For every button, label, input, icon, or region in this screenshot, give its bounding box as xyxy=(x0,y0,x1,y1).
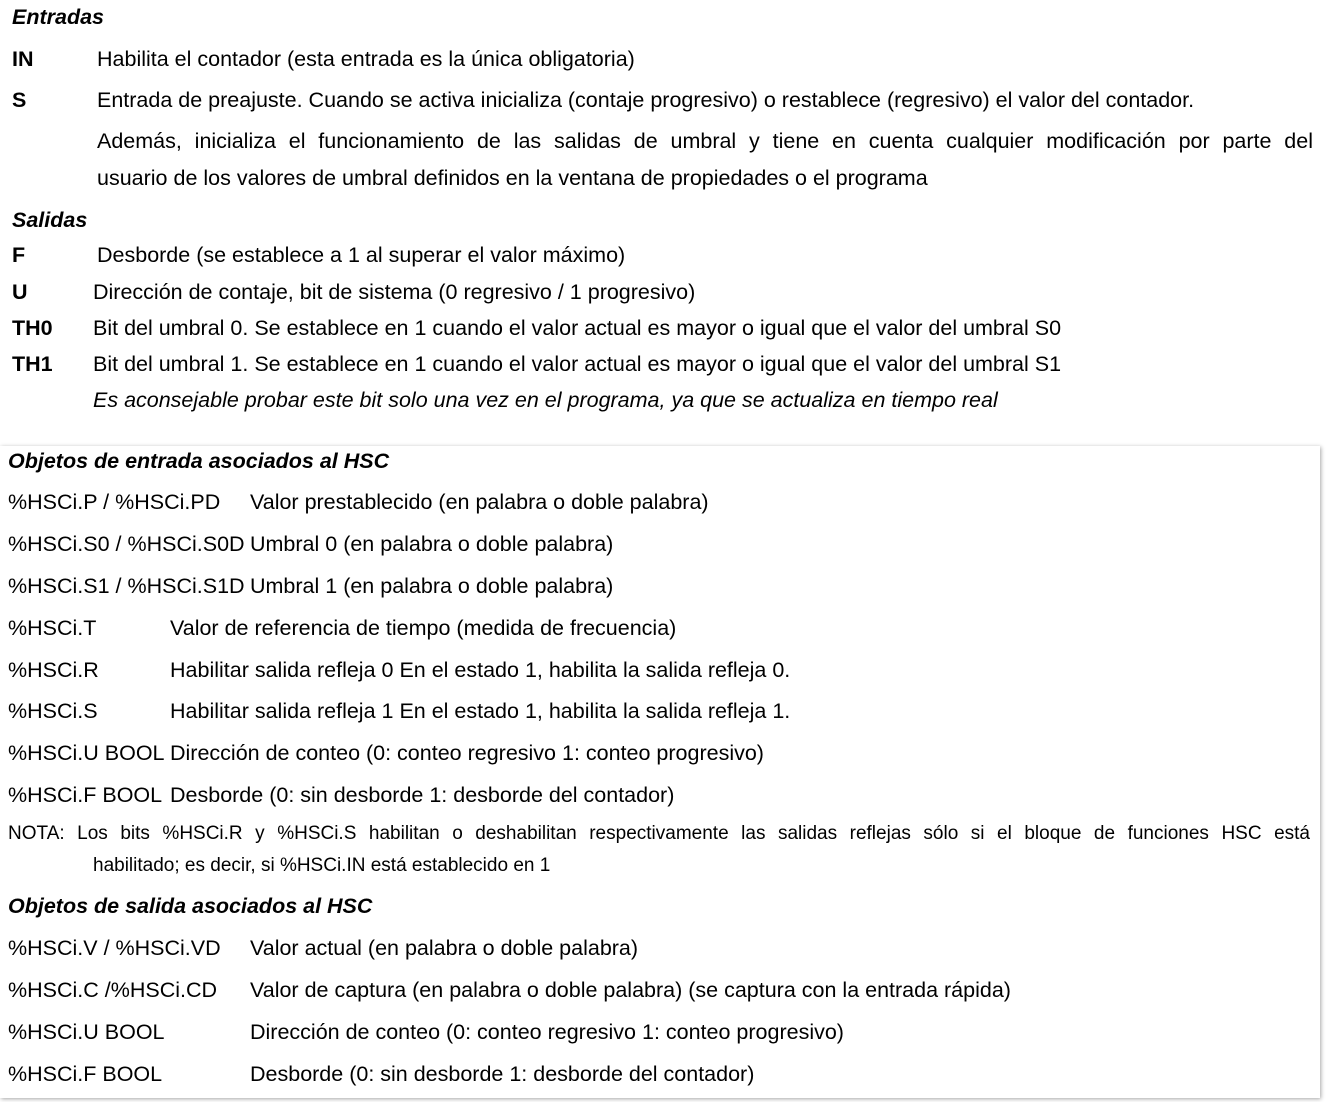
note-line2: habilitado; es decir, si %HSCi.IN está establecido en 1 xyxy=(93,855,551,876)
th1-note: Es aconsejable probar este bit solo una vez en el programa, ya que se actualiza en tiempo real xyxy=(93,388,998,412)
output-desc-th0: Bit del umbral 0. Se establece en 1 cuando el valor actual es mayor o igual que el valor del umbral S0 xyxy=(93,316,1062,340)
in-obj-code-u: %HSCi.U BOOL xyxy=(8,741,165,765)
out-obj-code-c: %HSCi.C /%HSCi.CD xyxy=(8,978,218,1002)
input-s-extra-line1: Además, inicializa el funcionamiento de las salidas de umbral y tiene en cuenta cualquier modificación por parte del xyxy=(97,129,1313,153)
in-obj-code-t: %HSCi.T xyxy=(8,616,97,640)
entradas-heading: Entradas xyxy=(12,5,105,29)
in-obj-desc-r: Habilitar salida refleja 0 En el estado 1, habilita la salida refleja 0. xyxy=(170,658,791,682)
output-desc-u: Dirección de contaje, bit de sistema (0 regresivo / 1 progresivo) xyxy=(93,280,696,304)
output-desc-f: Desborde (se establece a 1 al superar el valor máximo) xyxy=(97,243,626,267)
input-code-in: IN xyxy=(12,47,34,71)
output-code-th1: TH1 xyxy=(12,352,53,376)
note-line1: NOTA: Los bits %HSCi.R y %HSCi.S habilitan o deshabilitan respectivamente las salidas reflejas sólo si el bloque de funciones HSC está xyxy=(8,823,1310,844)
input-code-s: S xyxy=(12,88,27,112)
in-obj-code-s: %HSCi.S xyxy=(8,699,98,723)
salidas-heading: Salidas xyxy=(12,208,88,232)
in-obj-desc-f: Desborde (0: sin desborde 1: desborde del contador) xyxy=(170,783,675,807)
in-obj-desc-s: Habilitar salida refleja 1 En el estado 1, habilita la salida refleja 1. xyxy=(170,699,791,723)
out-obj-desc-u: Dirección de conteo (0: conteo regresivo 1: conteo progresivo) xyxy=(250,1020,844,1044)
hsc-objects-panel xyxy=(0,446,1320,1098)
output-code-u: U xyxy=(12,280,28,304)
in-obj-code-s0: %HSCi.S0 / %HSCi.S0D xyxy=(8,532,245,556)
out-obj-code-f: %HSCi.F BOOL xyxy=(8,1062,163,1086)
in-obj-desc-p: Valor prestablecido (en palabra o doble palabra) xyxy=(250,490,709,514)
in-obj-code-r: %HSCi.R xyxy=(8,658,99,682)
in-obj-desc-s1: Umbral 1 (en palabra o doble palabra) xyxy=(250,574,614,598)
out-obj-desc-f: Desborde (0: sin desborde 1: desborde del contador) xyxy=(250,1062,755,1086)
output-code-th0: TH0 xyxy=(12,316,53,340)
output-desc-th1: Bit del umbral 1. Se establece en 1 cuando el valor actual es mayor o igual que el valor del umbral S1 xyxy=(93,352,1062,376)
input-s-extra-line2: usuario de los valores de umbral definidos en la ventana de propiedades o el programa xyxy=(97,166,928,190)
out-obj-code-v: %HSCi.V / %HSCi.VD xyxy=(8,936,221,960)
input-desc-in: Habilita el contador (esta entrada es la única obligatoria) xyxy=(97,47,635,71)
in-obj-desc-u: Dirección de conteo (0: conteo regresivo 1: conteo progresivo) xyxy=(170,741,764,765)
in-obj-code-p: %HSCi.P / %HSCi.PD xyxy=(8,490,221,514)
in-obj-desc-s0: Umbral 0 (en palabra o doble palabra) xyxy=(250,532,614,556)
in-obj-code-s1: %HSCi.S1 / %HSCi.S1D xyxy=(8,574,245,598)
in-obj-desc-t: Valor de referencia de tiempo (medida de frecuencia) xyxy=(170,616,677,640)
out-obj-desc-v: Valor actual (en palabra o doble palabra) xyxy=(250,936,639,960)
input-desc-s: Entrada de preajuste. Cuando se activa inicializa (contaje progresivo) o restablece (regresivo) el valor del contador. xyxy=(97,88,1195,112)
input-objects-heading: Objetos de entrada asociados al HSC xyxy=(8,449,390,473)
output-code-f: F xyxy=(12,243,26,267)
out-obj-code-u: %HSCi.U BOOL xyxy=(8,1020,165,1044)
out-obj-desc-c: Valor de captura (en palabra o doble palabra) (se captura con la entrada rápida) xyxy=(250,978,1011,1002)
output-objects-heading: Objetos de salida asociados al HSC xyxy=(8,894,373,918)
in-obj-code-f: %HSCi.F BOOL xyxy=(8,783,163,807)
